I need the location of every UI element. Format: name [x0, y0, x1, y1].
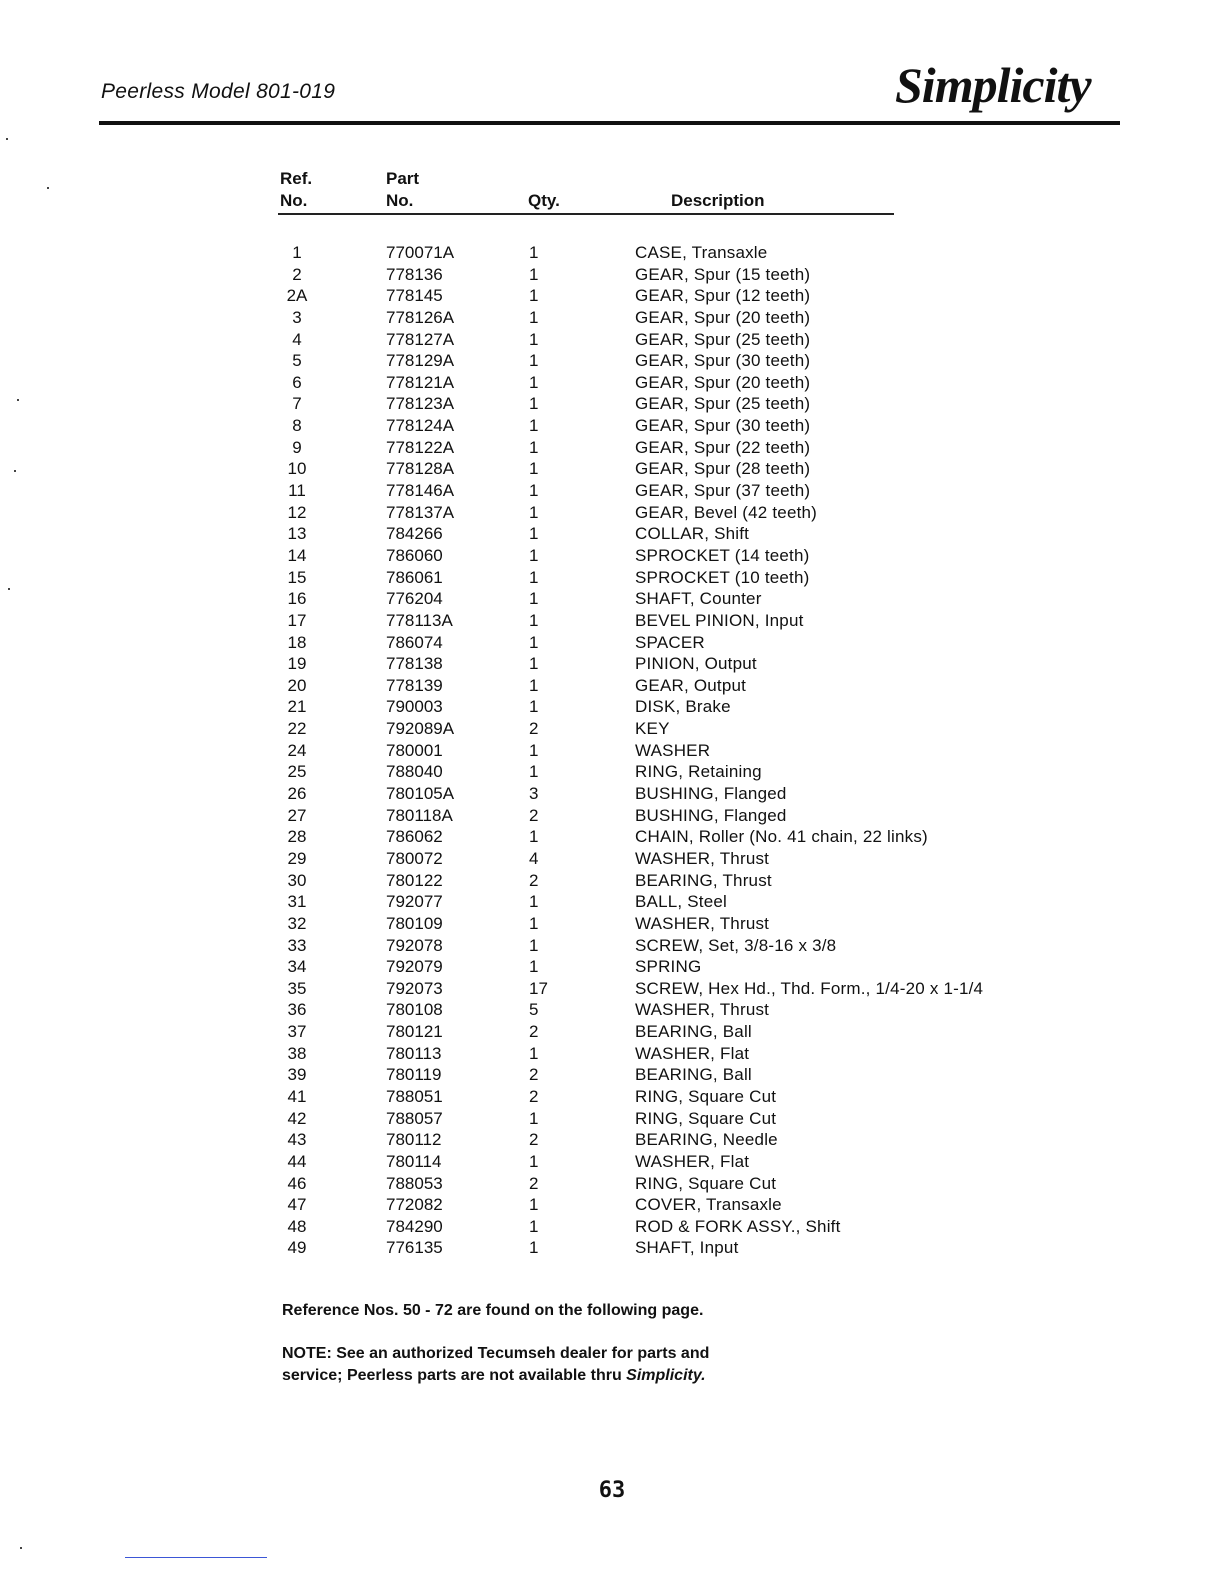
description-cell: GEAR, Spur (25 teeth) [635, 329, 811, 349]
part-number-cell: 778136 [386, 264, 443, 284]
scan-speck [17, 399, 19, 401]
qty-cell: 2 [529, 1086, 539, 1106]
table-row [0, 1108, 1224, 1130]
table-row [0, 264, 1224, 286]
ref-cell: 10 [287, 459, 307, 479]
ref-cell: 9 [292, 437, 302, 457]
table-row [0, 567, 1224, 589]
table-row [0, 523, 1224, 545]
ref-cell: 31 [287, 892, 307, 912]
part-number-cell: 780114 [386, 1151, 442, 1171]
table-header-divider [278, 213, 894, 215]
ref-cell: 3 [292, 307, 302, 327]
description-cell: SPACER [635, 632, 705, 652]
table-row [0, 632, 1224, 654]
table-row [0, 956, 1224, 978]
part-number-cell: 778122A [386, 437, 455, 457]
table-body [0, 242, 1224, 1259]
description-cell: WASHER, Thrust [635, 913, 770, 933]
qty-cell: 1 [529, 372, 539, 392]
ref-cell: 19 [287, 654, 307, 674]
part-number-cell: 778128A [386, 459, 455, 479]
qty-cell: 2 [529, 719, 539, 739]
table-row [0, 675, 1224, 697]
part-number-cell: 778146A [386, 481, 455, 501]
table-row [0, 913, 1224, 935]
qty-cell: 1 [529, 1238, 539, 1258]
document-title: Peerless Model 801-019 [101, 80, 336, 103]
part-number-cell: 778121A [386, 372, 455, 392]
ref-cell: 1 [292, 243, 302, 262]
ref-cell: 46 [287, 1173, 307, 1193]
qty-cell: 1 [529, 1151, 539, 1171]
ref-cell: 33 [287, 935, 307, 955]
table-row [0, 588, 1224, 610]
ref-cell: 8 [292, 416, 302, 436]
description-cell: GEAR, Spur (37 teeth) [635, 481, 811, 501]
description-cell: GEAR, Bevel (42 teeth) [635, 502, 818, 522]
simplicity-logo [893, 58, 1121, 114]
qty-cell: 1 [529, 481, 539, 501]
table-row [0, 610, 1224, 632]
table-row [0, 415, 1224, 437]
ref-cell: 16 [287, 589, 307, 609]
ref-cell: 42 [287, 1108, 307, 1128]
part-number-cell: 780112 [386, 1130, 442, 1150]
part-number-cell: 778124A [386, 416, 455, 436]
qty-cell: 1 [529, 416, 539, 436]
table-row [0, 1237, 1224, 1259]
qty-cell: 1 [529, 1216, 539, 1236]
qty-cell: 1 [529, 610, 539, 630]
ref-cell: 36 [287, 1000, 307, 1020]
ref-cell: 35 [287, 978, 307, 998]
description-cell: SPRING [635, 957, 702, 977]
table-row [0, 761, 1224, 783]
description-cell: PINION, Output [635, 654, 757, 674]
part-number-cell: 788051 [386, 1086, 443, 1106]
description-cell: BUSHING, Flanged [635, 805, 787, 825]
table-row [0, 1173, 1224, 1195]
scan-speck [47, 187, 49, 189]
qty-cell: 5 [529, 1000, 539, 1020]
table-row [0, 805, 1224, 827]
description-cell: RING, Square Cut [635, 1108, 777, 1128]
qty-cell: 2 [529, 1022, 539, 1042]
column-header-part: Part No. [386, 169, 420, 210]
ref-cell: 27 [287, 805, 307, 825]
qty-cell: 1 [529, 675, 539, 695]
table-row [0, 718, 1224, 740]
part-number-cell: 792079 [386, 957, 443, 977]
scan-speck [8, 588, 10, 590]
footer-link-line [125, 1557, 267, 1558]
part-number-cell: 792073 [386, 978, 443, 998]
qty-cell: 1 [529, 589, 539, 609]
qty-cell: 1 [529, 697, 539, 717]
part-number-cell: 786061 [386, 567, 443, 587]
description-cell: BUSHING, Flanged [635, 784, 787, 804]
ref-cell: 22 [287, 719, 307, 739]
ref-cell: 13 [287, 524, 307, 544]
table-row [0, 307, 1224, 329]
table-row [0, 372, 1224, 394]
ref-cell: 5 [292, 351, 302, 371]
description-cell: KEY [635, 719, 670, 739]
header-divider [99, 121, 1120, 125]
qty-cell: 1 [529, 351, 539, 371]
part-number-cell: 786074 [386, 632, 443, 652]
part-number-cell: 788053 [386, 1173, 443, 1193]
description-cell: GEAR, Spur (25 teeth) [635, 394, 811, 414]
description-cell: BEVEL PINION, Input [635, 610, 804, 630]
description-cell: SCREW, Set, 3/8-16 x 3/8 [635, 935, 837, 955]
qty-cell: 1 [529, 307, 539, 327]
brand-mention: Simplicity. [626, 1367, 706, 1384]
scan-speck [14, 470, 16, 472]
ref-cell: 12 [287, 502, 307, 522]
table-row [0, 935, 1224, 957]
part-number-cell: 776135 [386, 1238, 443, 1258]
part-number-cell: 780121 [386, 1022, 443, 1042]
description-cell: CHAIN, Roller (No. 41 chain, 22 links) [635, 827, 928, 847]
table-row [0, 437, 1224, 459]
ref-cell: 2A [286, 286, 308, 306]
table-row [0, 350, 1224, 372]
ref-cell: 21 [287, 697, 307, 717]
description-cell: DISK, Brake [635, 697, 731, 717]
ref-cell: 15 [287, 567, 307, 587]
ref-cell: 41 [287, 1086, 307, 1106]
part-number-cell: 780072 [386, 848, 443, 868]
table-row [0, 826, 1224, 848]
table-row [0, 783, 1224, 805]
qty-cell: 1 [529, 502, 539, 522]
ref-cell: 2 [292, 264, 302, 284]
description-cell: RING, Square Cut [635, 1173, 777, 1193]
description-cell: BEARING, Ball [635, 1022, 752, 1042]
ref-cell: 37 [287, 1022, 307, 1042]
table-row [0, 1194, 1224, 1216]
ref-cell: 26 [287, 784, 307, 804]
description-cell: SHAFT, Input [635, 1238, 739, 1258]
qty-cell: 1 [529, 740, 539, 760]
qty-cell: 1 [529, 264, 539, 284]
ref-cell: 6 [292, 372, 302, 392]
dealer-note-line-1: NOTE: See an authorized Tecumseh dealer for parts and [282, 1345, 710, 1362]
qty-cell: 1 [529, 632, 539, 652]
part-number-cell: 780105A [386, 784, 455, 804]
description-cell: WASHER [635, 740, 711, 760]
table-row [0, 329, 1224, 351]
reference-note: Reference Nos. 50 - 72 are found on the following page. [282, 1302, 704, 1319]
description-cell: WASHER, Thrust [635, 848, 770, 868]
column-header-description: Description [671, 191, 765, 210]
description-cell: GEAR, Output [635, 675, 747, 695]
qty-cell: 2 [529, 805, 539, 825]
qty-cell: 1 [529, 459, 539, 479]
qty-cell: 1 [529, 957, 539, 977]
table-row [0, 242, 1224, 264]
part-number-cell: 778129A [386, 351, 455, 371]
qty-cell: 2 [529, 870, 539, 890]
part-number-cell: 780108 [386, 1000, 443, 1020]
qty-cell: 1 [529, 1195, 539, 1215]
qty-cell: 1 [529, 913, 539, 933]
qty-cell: 1 [529, 545, 539, 565]
table-row [0, 978, 1224, 1000]
table-row [0, 696, 1224, 718]
description-cell: BALL, Steel [635, 892, 727, 912]
part-number-cell: 780001 [386, 740, 443, 760]
description-cell: RING, Retaining [635, 762, 762, 782]
table-row [0, 393, 1224, 415]
ref-cell: 11 [288, 481, 306, 501]
qty-cell: 2 [529, 1065, 539, 1085]
ref-cell: 49 [287, 1238, 307, 1258]
ref-cell: 44 [287, 1151, 307, 1171]
table-row [0, 891, 1224, 913]
part-number-cell: 778138 [386, 654, 443, 674]
qty-cell: 2 [529, 1173, 539, 1193]
qty-cell: 1 [529, 329, 539, 349]
table-row [0, 870, 1224, 892]
qty-cell: 1 [529, 654, 539, 674]
qty-cell: 1 [529, 1108, 539, 1128]
part-number-cell: 788040 [386, 762, 443, 782]
part-number-cell: 778145 [386, 286, 443, 306]
description-cell: GEAR, Spur (30 teeth) [635, 416, 811, 436]
ref-cell: 25 [287, 762, 307, 782]
description-cell: GEAR, Spur (20 teeth) [635, 372, 811, 392]
description-cell: SPROCKET (10 teeth) [635, 567, 810, 587]
table-row [0, 1064, 1224, 1086]
table-row [0, 999, 1224, 1021]
dealer-note-line-2: service; Peerless parts are not available thru Simplicity. [282, 1367, 706, 1384]
description-cell: GEAR, Spur (28 teeth) [635, 459, 811, 479]
table-row [0, 1129, 1224, 1151]
description-cell: GEAR, Spur (15 teeth) [635, 264, 811, 284]
qty-cell: 1 [529, 935, 539, 955]
description-cell: CASE, Transaxle [635, 243, 768, 262]
description-cell: RING, Square Cut [635, 1086, 777, 1106]
ref-cell: 30 [287, 870, 307, 890]
part-number-cell: 780113 [386, 1043, 442, 1063]
description-cell: BEARING, Needle [635, 1130, 778, 1150]
description-cell: GEAR, Spur (20 teeth) [635, 307, 811, 327]
table-row [0, 740, 1224, 762]
part-number-cell: 792077 [386, 892, 443, 912]
qty-cell: 1 [529, 827, 539, 847]
part-number-cell: 778127A [386, 329, 455, 349]
part-number-cell: 780119 [386, 1065, 442, 1085]
part-number-cell: 786060 [386, 545, 443, 565]
description-cell: GEAR, Spur (22 teeth) [635, 437, 811, 457]
ref-cell: 17 [287, 610, 307, 630]
part-number-cell: 778139 [386, 675, 443, 695]
ref-cell: 47 [287, 1195, 307, 1215]
qty-cell: 1 [529, 892, 539, 912]
description-cell: SCREW, Hex Hd., Thd. Form., 1/4-20 x 1-1/4 [635, 978, 984, 998]
ref-cell: 24 [287, 740, 307, 760]
ref-cell: 14 [287, 545, 307, 565]
description-cell: BEARING, Thrust [635, 870, 772, 890]
part-number-cell: 780118A [386, 805, 453, 825]
description-cell: WASHER, Thrust [635, 1000, 770, 1020]
ref-cell: 20 [287, 675, 307, 695]
part-number-cell: 780122 [386, 870, 443, 890]
page-number: 63 [598, 1478, 626, 1503]
description-cell: SPROCKET (14 teeth) [635, 545, 810, 565]
description-cell: GEAR, Spur (12 teeth) [635, 286, 811, 306]
column-header-qty: Qty. [528, 191, 560, 210]
part-number-cell: 784266 [386, 524, 443, 544]
svg-text:Simplicity: Simplicity [895, 58, 1091, 113]
table-row [0, 545, 1224, 567]
description-cell: COLLAR, Shift [635, 524, 750, 544]
ref-cell: 43 [287, 1130, 307, 1150]
part-number-cell: 792078 [386, 935, 443, 955]
part-number-cell: 772082 [386, 1195, 443, 1215]
qty-cell: 1 [529, 1043, 539, 1063]
part-number-cell: 778126A [386, 307, 455, 327]
qty-cell: 1 [529, 394, 539, 414]
qty-cell: 1 [529, 762, 539, 782]
ref-cell: 34 [287, 957, 307, 977]
table-row [0, 1086, 1224, 1108]
column-header-ref: Ref. No. [280, 169, 313, 210]
table-row [0, 1043, 1224, 1065]
ref-cell: 48 [287, 1216, 307, 1236]
description-cell: BEARING, Ball [635, 1065, 752, 1085]
table-row [0, 502, 1224, 524]
table-row [0, 458, 1224, 480]
part-number-cell: 786062 [386, 827, 443, 847]
ref-cell: 29 [287, 848, 307, 868]
part-number-cell: 784290 [386, 1216, 443, 1236]
description-cell: ROD & FORK ASSY., Shift [635, 1216, 841, 1236]
table-row [0, 1021, 1224, 1043]
description-cell: WASHER, Flat [635, 1043, 750, 1063]
table-row [0, 1216, 1224, 1238]
description-cell: WASHER, Flat [635, 1151, 750, 1171]
part-number-cell: 778123A [386, 394, 455, 414]
table-row [0, 1151, 1224, 1173]
scan-speck [6, 138, 8, 140]
qty-cell: 2 [529, 1130, 539, 1150]
qty-cell: 1 [529, 286, 539, 306]
part-number-cell: 778113A [386, 610, 453, 630]
ref-cell: 28 [287, 827, 307, 847]
scan-speck [20, 1547, 22, 1549]
qty-cell: 1 [529, 524, 539, 544]
ref-cell: 7 [292, 394, 302, 414]
table-row [0, 285, 1224, 307]
table-row [0, 653, 1224, 675]
qty-cell: 17 [529, 978, 548, 998]
ref-cell: 18 [287, 632, 307, 652]
qty-cell: 1 [529, 567, 539, 587]
ref-cell: 38 [287, 1043, 307, 1063]
table-row [0, 848, 1224, 870]
description-cell: COVER, Transaxle [635, 1195, 782, 1215]
part-number-cell: 792089A [386, 719, 455, 739]
part-number-cell: 788057 [386, 1108, 443, 1128]
part-number-cell: 776204 [386, 589, 443, 609]
qty-cell: 3 [529, 784, 539, 804]
ref-cell: 39 [287, 1065, 307, 1085]
qty-cell: 1 [529, 437, 539, 457]
table-row [0, 480, 1224, 502]
ref-cell: 4 [292, 329, 302, 349]
ref-cell: 32 [287, 913, 307, 933]
qty-cell: 1 [529, 243, 539, 262]
qty-cell: 4 [529, 848, 539, 868]
part-number-cell: 770071A [386, 243, 455, 262]
description-cell: SHAFT, Counter [635, 589, 762, 609]
part-number-cell: 780109 [386, 913, 443, 933]
description-cell: GEAR, Spur (30 teeth) [635, 351, 811, 371]
part-number-cell: 778137A [386, 502, 455, 522]
part-number-cell: 790003 [386, 697, 443, 717]
